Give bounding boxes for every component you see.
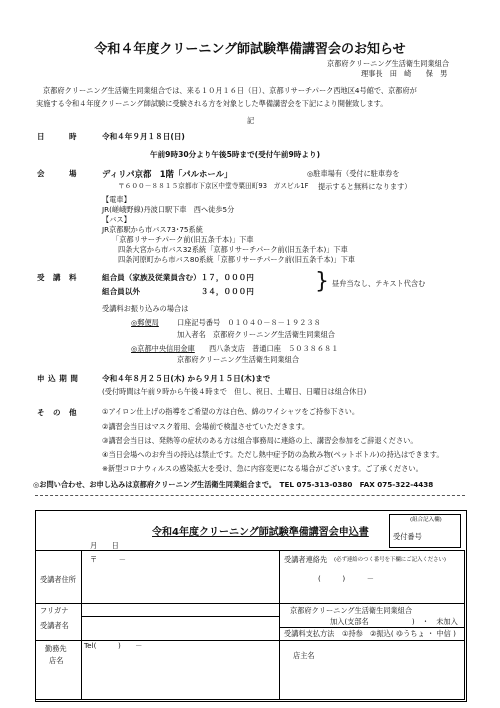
fee-brace: } xyxy=(315,269,329,294)
date-line: 月 日 xyxy=(90,541,119,550)
receipt-number-label: 受付番号 xyxy=(393,532,422,541)
apply-hours: (受付時間は午前９時から午後４時まで 但し、祝日、土曜日、日曜日は組合休日) xyxy=(102,387,367,396)
cut-line xyxy=(35,495,465,496)
fee-note: 昼弁当なし、テキスト代含む xyxy=(332,279,426,288)
shop-owner-cell[interactable] xyxy=(279,640,465,700)
name-input[interactable] xyxy=(81,616,280,641)
other-item-4: ④当日会場へのお弁当の持込は禁止です。ただし熱中症予防の為飲み物(ペットボトル)の持込はできます。 xyxy=(102,450,444,459)
contact-label: 受講者連絡先 xyxy=(284,555,328,564)
train-line: JR(嵯峨野線)丹波口駅下車 西へ徒歩5分 xyxy=(102,205,235,214)
receipt-small-note: (組合記入欄) xyxy=(410,517,442,523)
intro-line-2: 実施する令和４年度クリーニング師試験に受験される方を対象とした準備講習会を下記により開催致します。 xyxy=(36,99,388,108)
payment-options: ①持参 ②振込( ゆうちょ ・ 中信 ) xyxy=(342,629,456,638)
other-item-1: ①アイロン仕上げの指導をご希望の方は白色、綿のワイシャツをご持参下さい。 xyxy=(102,407,360,416)
bus-line-1: JR京都駅から市バス73･75系統 xyxy=(102,225,203,234)
transfer-heading: 受講料お振り込みの場合は xyxy=(102,304,189,313)
contact-line: ◎お問い合わせ、お申し込みは京都府クリーニング生活衛生同業組合まで。 TEL 075-313-0380 FAX 075-322-4438 xyxy=(33,480,434,489)
post-account: 口座記号番号 ０１０４０－８－１９２３８ xyxy=(177,318,321,327)
union-member-line: 加入(支部名 ) ・ 未加入 xyxy=(330,617,458,626)
org-name: 京都府クリーニング生活衛生同業組合 xyxy=(327,59,450,68)
other-item-3: ③講習会当日は、発熱等の症状のある方は組合事務局に連絡の上、講習会参加をご辞退ください。 xyxy=(102,436,418,445)
bus-line-3: 四条大宮から市バス32系統「京都リサーチパーク前(旧五条千本)」下車 xyxy=(118,245,348,254)
notice-title: 令和４年度クリーニング師試験準備講習会のお知らせ xyxy=(94,42,406,57)
parking-note-2: 提示すると無料になります） xyxy=(318,182,412,191)
form-title: 令和4年度クリーニング師試験準備講習会申込書 xyxy=(152,527,369,538)
post-account-name: 加入者名 京都府クリーニング生活衛生同業組合 xyxy=(177,330,335,339)
venue-label: 会 場 xyxy=(37,169,77,178)
ki-label: 記 xyxy=(247,116,255,125)
other-label: そ の 他 xyxy=(37,408,77,417)
bus-heading: 【バス】 xyxy=(102,215,131,224)
parking-note-1: ◎駐車場有（受付に駐車券を xyxy=(307,169,400,178)
chair-name: 理事長 田 崎 保 男 xyxy=(361,69,448,78)
fee-label: 受 講 料 xyxy=(37,273,77,282)
intro-line-1: 京都府クリーニング生活衛生同業組合では、来る１０月１６日（日）、京都リサーチパーク西地区4号館で、京都府が xyxy=(43,86,417,95)
post-bank-name: ◎郵便局 xyxy=(131,318,159,327)
shop-label: 店名 xyxy=(49,656,64,665)
contact-note: (必ず連絡のつく番号を下欄にご記入ください) xyxy=(334,557,447,563)
fee-member: 組合員（家族及従業員含む）１７，０００円 xyxy=(102,273,254,282)
shinkin-account-name: 京都府クリーニング生活衛生同業組合 xyxy=(177,355,300,364)
train-heading: 【電車】 xyxy=(102,195,131,204)
union-line: 京都府クリーニング生活衛生同業組合 xyxy=(290,606,413,615)
phone-blank: ( ) － xyxy=(318,574,374,583)
venue-name: ディリパ京都 1階「パルホール」 xyxy=(102,169,233,179)
apply-period: 令和４年８月２５日(木) から９月１５日(木)まで xyxy=(102,374,271,383)
schedule-time: 午前9時30分より午後5時まで(受付午前9時より) xyxy=(150,150,321,159)
name-label: 受講者名 xyxy=(40,621,69,630)
apply-label: 申 込 期 間 xyxy=(37,374,79,383)
schedule-date: 令和４年９月１８日(日) xyxy=(102,132,185,141)
furigana-input[interactable] xyxy=(81,603,280,617)
shinkin-bank-name: ◎京都中央信用金庫 xyxy=(131,344,195,353)
payment-label: 受講料支払方法 xyxy=(284,629,335,638)
work-label: 勤務先 xyxy=(45,644,67,653)
other-item-5: ※新型コロナウィルスの感染拡大を受け、急に内容変更になる場合がございます。ご了承ください。 xyxy=(102,464,423,473)
schedule-label: 日 時 xyxy=(37,132,77,141)
postal-field: 〒 － xyxy=(90,555,126,564)
shinkin-account: 西八条支店 普通口座 ５０３８６８１ xyxy=(209,344,339,353)
shop-owner-label: 店主名 xyxy=(293,651,315,660)
bus-line-2: 「京都リサーチパーク前(旧五条千本)」下車 xyxy=(112,235,254,244)
other-item-2: ②講習会当日はマスク着用、会場前で検温させていただきます。 xyxy=(102,422,310,431)
bus-line-4: 四条河原町から市バス80系統「京都リサーチパーク前(旧五条千本)」下車 xyxy=(118,255,355,264)
address-label: 受講者住所 xyxy=(40,575,76,584)
venue-address: 〒６００－８８１５京都市下京区中堂寺粟田町93 ガスビル1F xyxy=(118,182,309,190)
work-tel: Tel( ) － xyxy=(84,641,143,650)
fee-nonmember: 組合員以外 ３４，０００円 xyxy=(102,287,254,296)
furigana-label: フリガナ xyxy=(40,606,69,615)
